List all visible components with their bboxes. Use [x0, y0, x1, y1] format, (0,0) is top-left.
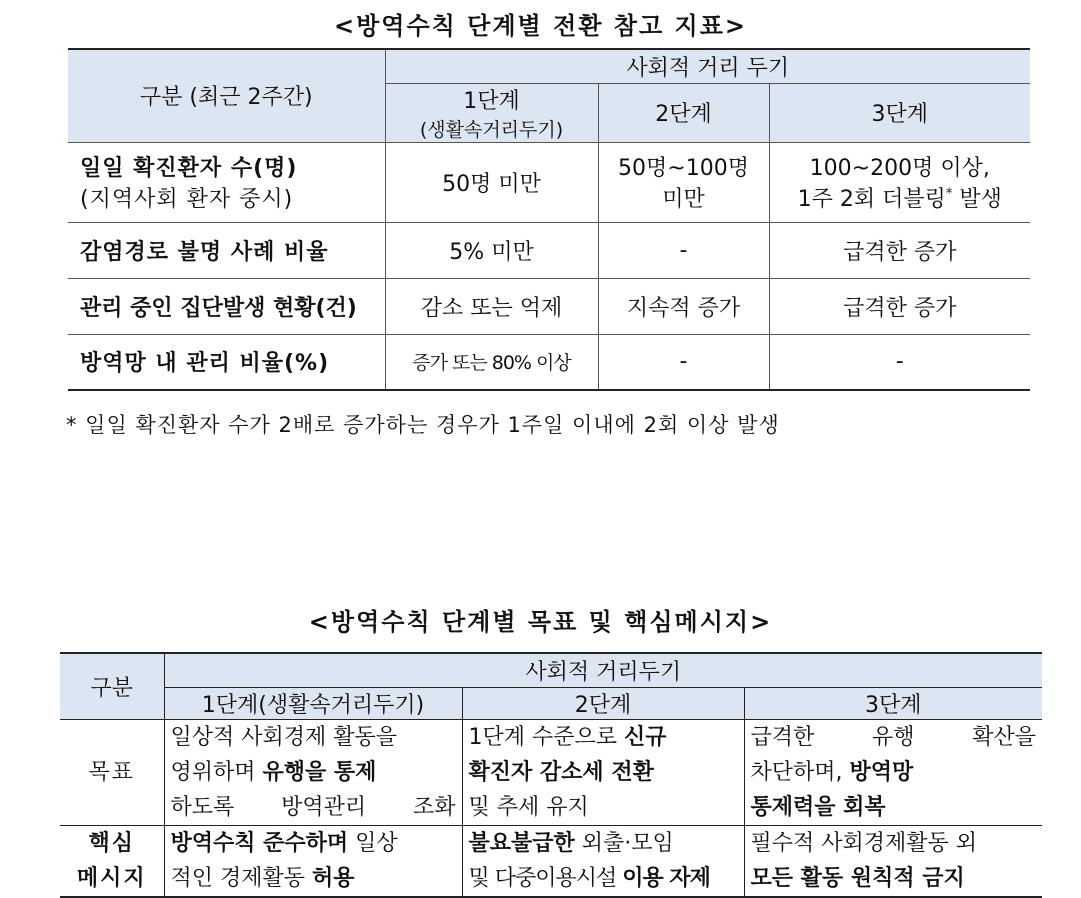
- cell-level2: 지속적 증가: [598, 278, 769, 334]
- cell-level3: 급격한 증가: [769, 278, 1030, 334]
- cell-level1: 5% 미만: [385, 222, 598, 278]
- cell-level3: 100~200명 이상, 1주 2회 더블링* 발생: [769, 142, 1030, 222]
- cell-level2: 50명~100명 미만: [598, 142, 769, 222]
- row-label: 방역망 내 관리 비율(%): [68, 334, 385, 390]
- cell-level3: 급격한 증가: [769, 222, 1030, 278]
- goal-level2: 1단계 수준으로 신규 확진자 감소세 전환 및 추세 유지: [462, 719, 744, 825]
- table-row: [68, 222, 1030, 278]
- goal-level3: 급격한 유행 확산을 차단하며, 방역망 통제력을 회복: [744, 719, 1042, 825]
- cell-level1: 50명 미만: [385, 142, 598, 222]
- header-level2: 2단계: [462, 687, 744, 719]
- cell-level2: -: [598, 334, 769, 390]
- table1-title: <방역수칙 단계별 전환 참고 지표>: [333, 12, 748, 40]
- cell-level1: 증가 또는 80% 이상: [385, 334, 598, 390]
- row-label-goal: 목표: [60, 719, 164, 825]
- footnote: * 일일 확진환자 수가 2배로 증가하는 경우가 1주일 이내에 2회 이상 발생: [66, 413, 780, 437]
- cell-level2: -: [598, 222, 769, 278]
- goal-level1: 일상적 사회경제 활동을 영위하며 유행을 통제 하도록 방역관리 조화: [164, 719, 462, 825]
- table-row: [60, 719, 1042, 825]
- transition-indicators-table: [68, 48, 1030, 391]
- message-level3: 필수적 사회경제활동 외 모든 활동 원칙적 금지: [744, 825, 1042, 897]
- goals-messages-table: [60, 652, 1042, 898]
- header-category: 구분: [60, 653, 164, 719]
- table-row: [68, 334, 1030, 390]
- header-level3: 3단계: [769, 83, 1030, 142]
- row-label: 일일 확진환자 수(명) (지역사회 환자 중시): [68, 142, 385, 222]
- header-level1-sub: (생활속거리두기): [419, 118, 564, 141]
- header-group: 사회적 거리 두기: [385, 49, 1030, 83]
- cell-level1: 감소 또는 억제: [385, 278, 598, 334]
- table-row: [60, 825, 1042, 897]
- table2-title: <방역수칙 단계별 목표 및 핵심메시지>: [308, 608, 773, 636]
- message-level2: 불요불급한 외출·모임 및 다중이용시설 이용 자제: [462, 825, 744, 897]
- table-row: [68, 142, 1030, 222]
- header-category: 구분 (최근 2주간): [68, 49, 385, 142]
- message-level1: 방역수칙 준수하며 일상 적인 경제활동 허용: [164, 825, 462, 897]
- cell-level3: -: [769, 334, 1030, 390]
- header-level1: 1단계 (생활속거리두기): [385, 83, 598, 142]
- table-row: [68, 278, 1030, 334]
- row-label: 관리 중인 집단발생 현황(건): [68, 278, 385, 334]
- row-label: 감염경로 불명 사례 비율: [68, 222, 385, 278]
- row-label-message: 핵심 메시지: [60, 825, 164, 897]
- header-level1: 1단계(생활속거리두기): [164, 687, 462, 719]
- header-level2: 2단계: [598, 83, 769, 142]
- header-group: 사회적 거리두기: [164, 653, 1042, 687]
- header-level3: 3단계: [744, 687, 1042, 719]
